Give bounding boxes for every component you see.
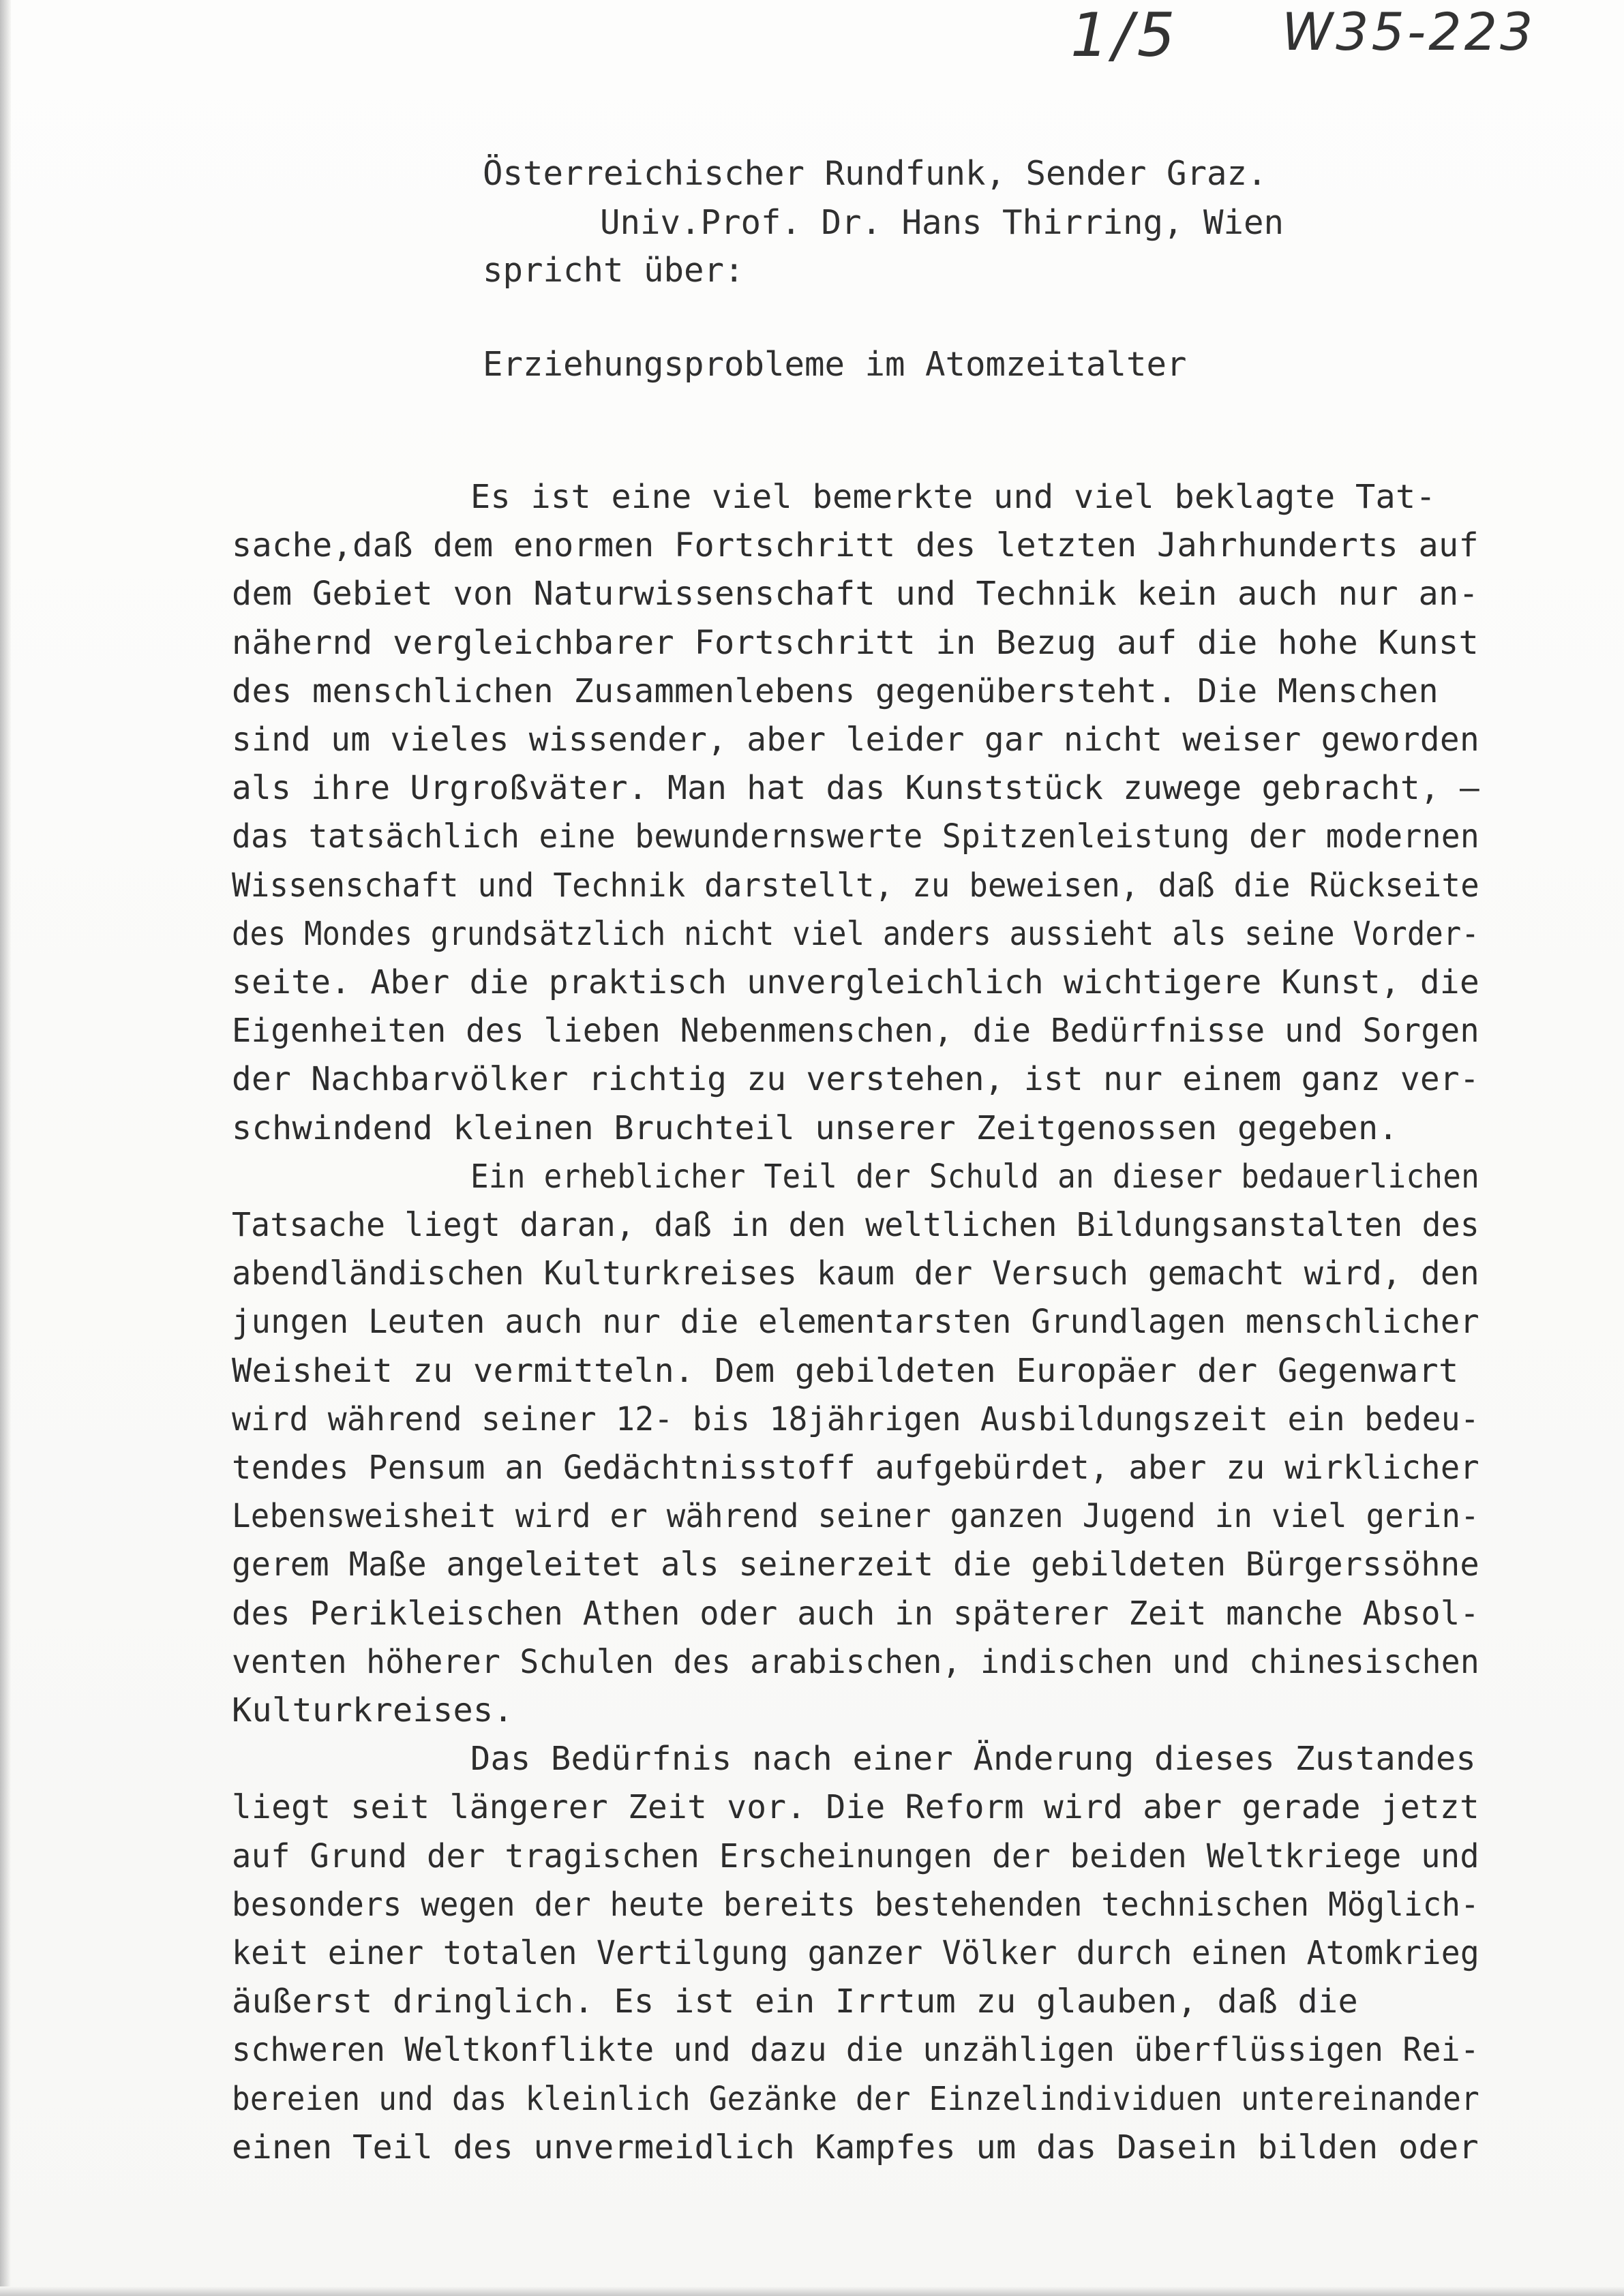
body-line: Kulturkreises. bbox=[232, 1691, 513, 1729]
body-line: gerem Maße angeleitet als seinerzeit die gebildeten Bürgerssöhne bbox=[232, 1545, 1480, 1584]
body-line: schwindend kleinen Bruchteil unserer Zeitgenossen gegeben. bbox=[232, 1108, 1398, 1147]
body-line: als ihre Urgroßväter. Man hat das Kunststück zuwege gebracht, — bbox=[232, 769, 1480, 808]
body-line: abendländischen Kulturkreises kaum der Versuch gemacht wird, den bbox=[232, 1254, 1480, 1293]
archive-reference-annotation: W35-223 bbox=[1282, 1, 1536, 62]
body-line: Das Bedürfnis nach einer Änderung dieses Zustandes bbox=[470, 1740, 1476, 1779]
body-line: bereien und das kleinlich Gezänke der Einzelindividuen untereinander bbox=[232, 2079, 1480, 2118]
body-line: sind um vieles wissender, aber leider gar nicht weiser geworden bbox=[232, 721, 1480, 759]
body-line: Es ist eine viel bemerkte und viel beklagte Tat- bbox=[470, 478, 1436, 516]
body-line: besonders wegen der heute bereits bestehenden technischen Möglich- bbox=[232, 1885, 1479, 1924]
body-line: schweren Weltkonflikte und dazu die unzähligen überflüssigen Rei- bbox=[232, 2031, 1480, 2070]
scan-edge-left bbox=[0, 0, 11, 2296]
body-line: des menschlichen Zusammenlebens gegenübersteht. Die Menschen bbox=[232, 671, 1439, 710]
body-line: nähernd vergleichbarer Fortschritt in Bezug auf die hohe Kunst bbox=[232, 623, 1479, 662]
speaks-about-line: spricht über: bbox=[483, 251, 745, 290]
body-line: das tatsächlich eine bewundernswerte Spitzenleistung der modernen bbox=[232, 817, 1480, 856]
body-line: venten höherer Schulen des arabischen, indischen und chinesischen bbox=[232, 1642, 1480, 1681]
body-line: wird während seiner 12- bis 18jährigen Ausbildungszeit ein bedeu- bbox=[232, 1400, 1480, 1438]
body-line: der Nachbarvölker richtig zu verstehen, ist nur einem ganz ver- bbox=[232, 1060, 1480, 1099]
body-line: liegt seit längerer Zeit vor. Die Reform wird aber gerade jetzt bbox=[232, 1788, 1480, 1827]
body-line: keit einer totalen Vertilgung ganzer Völker durch einen Atomkrieg bbox=[232, 1934, 1480, 1972]
body-line: Ein erheblicher Teil der Schuld an dieser bedauerlichen bbox=[470, 1157, 1480, 1196]
body-line: sache,daß dem enormen Fortschritt des letzten Jahrhunderts auf bbox=[232, 526, 1479, 565]
body-line: auf Grund der tragischen Erscheinungen der beiden Weltkriege und bbox=[232, 1837, 1480, 1875]
body-line: Eigenheiten des lieben Nebenmenschen, die Bedürfnisse und Sorgen bbox=[232, 1012, 1480, 1051]
scan-edge-bottom bbox=[0, 2286, 1624, 2296]
body-line: jungen Leuten auch nur die elementarsten Grundlagen menschlicher bbox=[232, 1303, 1480, 1342]
body-line: Weisheit zu vermitteln. Dem gebildeten Europäer der Gegenwart bbox=[232, 1351, 1459, 1390]
page-number-annotation: 1/5 bbox=[1070, 0, 1179, 70]
body-line: äußerst dringlich. Es ist ein Irrtum zu glauben, daß die bbox=[232, 1982, 1358, 2021]
body-line: des Mondes grundsätzlich nicht viel anders aussieht als seine Vorder- bbox=[232, 914, 1480, 953]
document-title: Erziehungsprobleme im Atomzeitalter bbox=[483, 345, 1187, 384]
speaker-line: Univ.Prof. Dr. Hans Thirring, Wien bbox=[600, 203, 1284, 242]
body-line: Wissenschaft und Technik darstellt, zu beweisen, daß die Rückseite bbox=[232, 866, 1479, 905]
body-line: Tatsache liegt daran, daß in den weltlichen Bildungsanstalten des bbox=[232, 1206, 1480, 1244]
body-line: seite. Aber die praktisch unvergleichlich wichtigere Kunst, die bbox=[232, 963, 1480, 1001]
body-line: einen Teil des unvermeidlich Kampfes um das Dasein bilden oder bbox=[232, 2128, 1479, 2166]
body-line: des Perikleischen Athen oder auch in späterer Zeit manche Absol- bbox=[232, 1594, 1480, 1633]
body-line: dem Gebiet von Naturwissenschaft und Technik kein auch nur an- bbox=[232, 575, 1479, 614]
body-line: Lebensweisheit wird er während seiner ganzen Jugend in viel gerin- bbox=[232, 1497, 1479, 1536]
broadcaster-line: Österreichischer Rundfunk, Sender Graz. bbox=[483, 154, 1267, 193]
body-line: tendes Pensum an Gedächtnisstoff aufgebürdet, aber zu wirklicher bbox=[232, 1449, 1480, 1487]
